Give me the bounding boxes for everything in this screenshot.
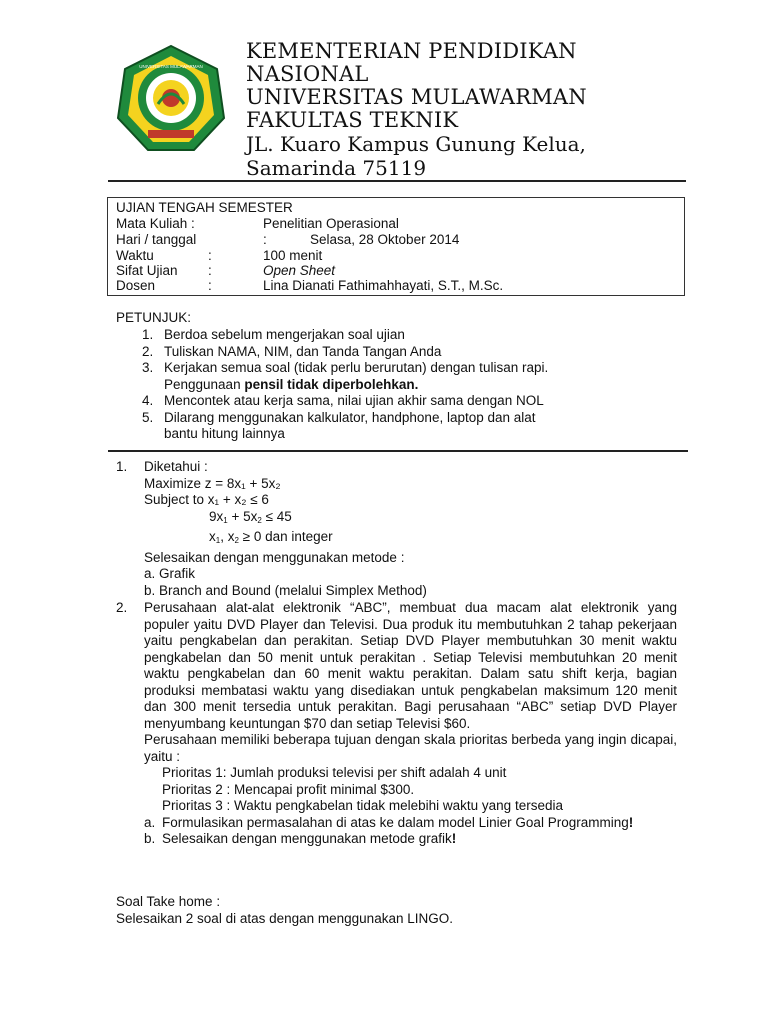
item-text: bantu hitung lainnya xyxy=(164,426,285,441)
letterhead xyxy=(246,40,686,180)
info-value: Lina Dianati Fathimahhayati, S.T., M.Sc. xyxy=(263,278,504,293)
item-text: Dilarang menggunakan kalkulator, handphone, laptop dan alat xyxy=(164,409,536,425)
info-value: Penelitian Operasional xyxy=(263,216,399,231)
info-value: 100 menit xyxy=(263,248,323,263)
info-label: Sifat Ujian xyxy=(116,263,178,278)
university-logo xyxy=(116,44,226,154)
take-home xyxy=(116,894,676,927)
instructions-title: PETUNJUK: xyxy=(116,310,192,325)
question-number: 1. xyxy=(116,459,128,474)
info-colon: : xyxy=(208,248,212,263)
item-text: Tuliskan NAMA, NIM, dan Tanda Tangan Anda xyxy=(164,343,442,359)
question-intro: Diketahui : xyxy=(144,459,208,474)
item-number: 1. xyxy=(142,327,154,342)
info-value: Selasa, 28 Oktober 2014 xyxy=(310,232,460,247)
method-option: a. Grafik xyxy=(144,566,196,581)
list-item xyxy=(142,327,672,344)
address-line-1: JL. Kuaro Kampus Gunung Kelua, xyxy=(246,132,586,156)
info-colon: : xyxy=(208,263,212,278)
constraint-3: $x_1$, $x_2 \ge 0$ dan integer xyxy=(209,529,333,545)
task-item: a. Formulasikan permasalahan di atas ke dalam model Linier Goal Programming! xyxy=(144,814,634,830)
list-item xyxy=(142,393,672,410)
item-text: Berdoa sebelum mengerjakan soal ujian xyxy=(164,327,405,342)
section-divider xyxy=(108,450,688,452)
take-home-title: Soal Take home : xyxy=(116,894,221,909)
exam-info-box xyxy=(107,197,685,296)
constraint-1: Subject to x₁ + x₂ ≤ 6 xyxy=(144,492,269,507)
question-1 xyxy=(116,459,676,599)
question-2 xyxy=(116,600,677,848)
list-item xyxy=(142,410,672,443)
priority-item: Prioritas 2 : Mencapai profit minimal $300. xyxy=(162,781,415,797)
list-item xyxy=(142,344,672,361)
task-text: Selesaikan dengan menggunakan metode grafik xyxy=(162,831,452,846)
item-text: Penggunaan xyxy=(164,376,245,392)
list-item xyxy=(142,360,672,393)
method-option: b. Branch and Bound (melalui Simplex Method) xyxy=(144,582,427,598)
priority-item: Prioritas 1: Jumlah produksi televisi per shift adalah 4 unit xyxy=(162,765,507,780)
task-text: Formulasikan permasalahan di atas ke dalam model Linier Goal Programming xyxy=(162,814,629,830)
info-label: Mata Kuliah : xyxy=(116,216,195,231)
instructions xyxy=(116,310,676,327)
exam-title: UJIAN TENGAH SEMESTER xyxy=(116,200,293,215)
info-colon: : xyxy=(208,278,212,293)
header-divider xyxy=(108,180,686,182)
item-text-bold: pensil tidak diperbolehkan. xyxy=(244,376,419,392)
logo-text: UNIVERSITAS MULAWARMAN xyxy=(139,64,203,69)
info-label: Waktu xyxy=(116,248,154,263)
take-home-text: Selesaikan 2 soal di atas dengan menggunakan LINGO. xyxy=(116,910,453,926)
ministry-line: KEMENTERIAN PENDIDIKAN xyxy=(246,39,577,63)
ministry-line-2: NASIONAL xyxy=(246,62,369,86)
university-name: UNIVERSITAS MULAWARMAN xyxy=(246,85,587,109)
item-number: 3. xyxy=(142,360,154,375)
constraint-2: $9x_1 + 5x_2 \le 45$ xyxy=(209,508,292,525)
item-number: 2. xyxy=(142,343,154,359)
address-line-2: Samarinda 75119 xyxy=(246,156,427,180)
item-number: 4. xyxy=(142,393,154,408)
objective-function: Maximize z = 8x₁ + 5x₂ xyxy=(144,475,281,491)
question-paragraph: Perusahaan memiliki beberapa tujuan dengan skala prioritas berbeda yang ingin dicapai, yaitu : xyxy=(144,732,677,764)
question-paragraph: Perusahaan alat-alat elektronik “ABC”, membuat dua macam alat elektronik yang populer yaitu DVD Player dan Televisi. Dua produk itu membutuhkan 2 tahap pekerjaan yaitu pengkabelan dan perakitan. Setiap DVD Player membutuhkan 30 menit waktu pengkabelan dan 50 menit untuk perakitan . Setiap Televisi membutuhkan 20 menit waktu pengkabelan dan 60 menit waktu perakitan. Dalam satu shift kerja, bagian produksi membatasi waktu yang disediakan untuk pengkabelan maksimum 120 menit dan 300 menit tersedia untuk perakitan. Bagi perusahaan “ABC” setiap DVD Player menyumbang keuntungan $70 dan setiap Televisi $60. xyxy=(144,600,677,731)
faculty-name: FAKULTAS TEKNIK xyxy=(246,108,459,132)
question-instruction: Selesaikan dengan menggunakan metode : xyxy=(144,549,405,565)
info-value: Open Sheet xyxy=(263,263,336,278)
info-label: Dosen xyxy=(116,278,156,293)
info-label: Hari / tanggal xyxy=(116,232,197,247)
item-number: 5. xyxy=(142,409,154,425)
instructions-list xyxy=(142,327,672,443)
task-item: b. Selesaikan dengan menggunakan metode grafik! xyxy=(144,831,457,846)
item-text: Mencontek atau kerja sama, nilai ujian akhir sama dengan NOL xyxy=(164,393,544,408)
priority-item: Prioritas 3 : Waktu pengkabelan tidak melebihi waktu yang tersedia xyxy=(162,798,563,813)
question-number: 2. xyxy=(116,600,128,615)
info-colon: : xyxy=(263,232,267,247)
item-text: Kerjakan semua soal (tidak perlu berurutan) dengan tulisan rapi. xyxy=(164,360,549,375)
